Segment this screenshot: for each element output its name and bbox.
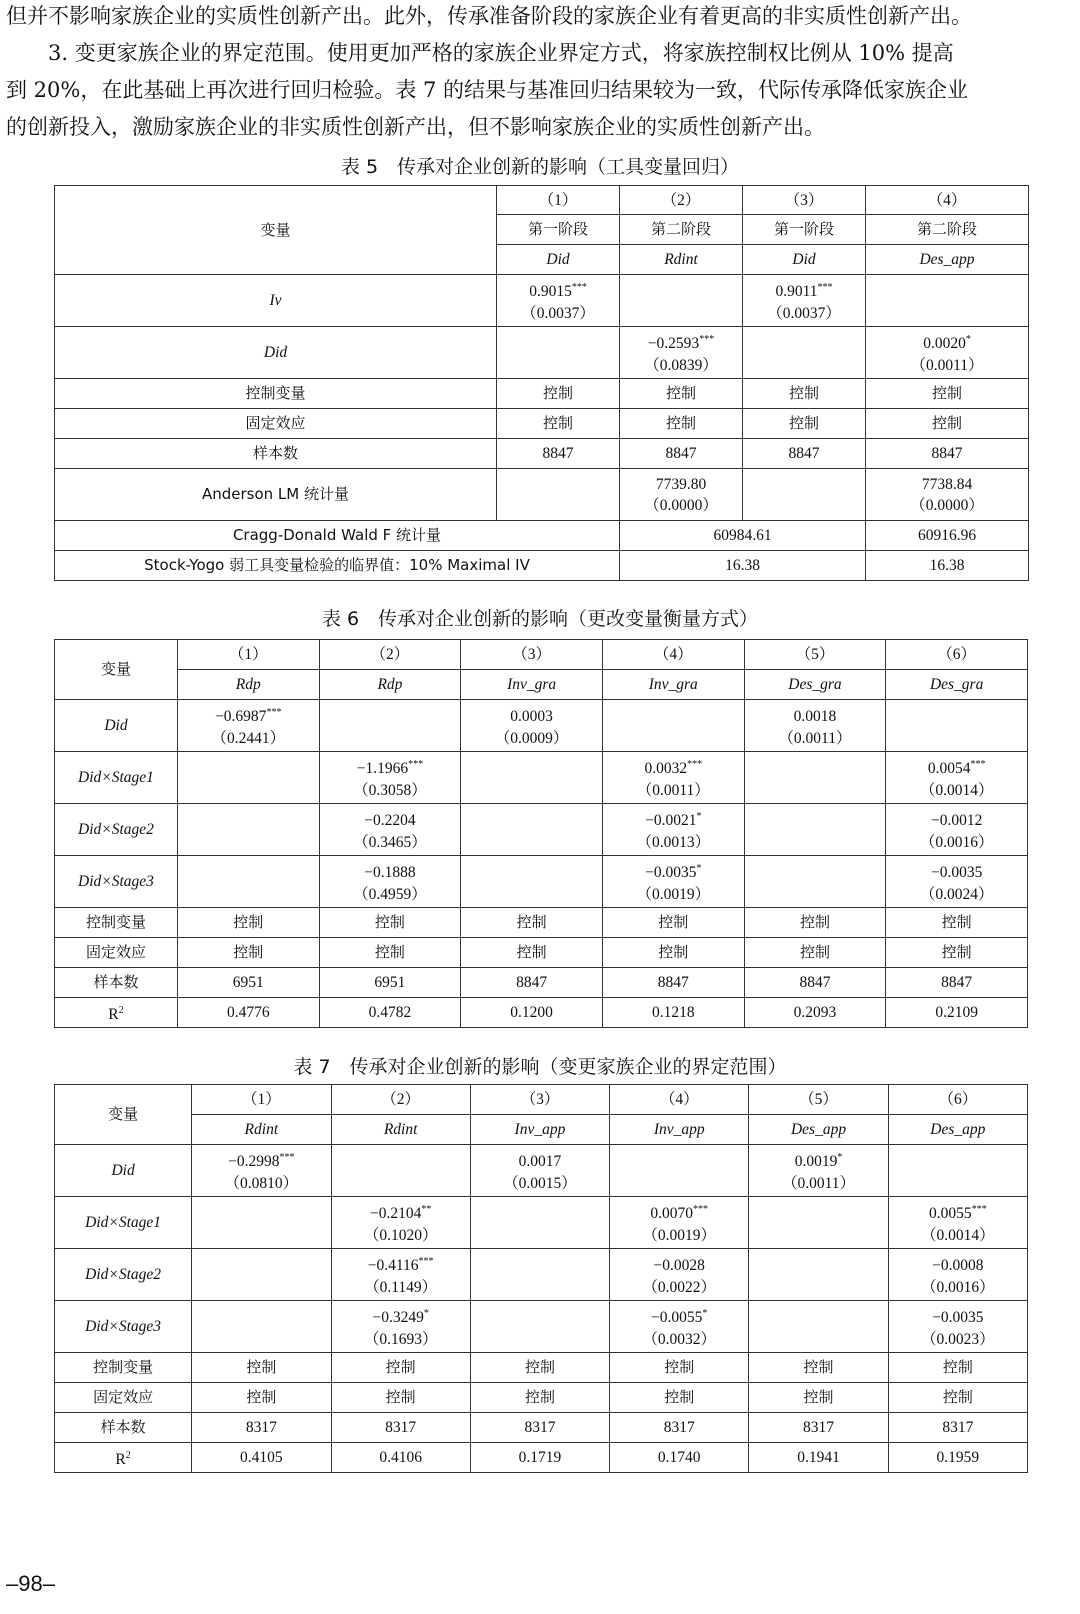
empty-cell xyxy=(610,1145,749,1197)
text-line: 3. 变更家族企业的界定范围。使用更加严格的家族企业界定方式，将家族控制权比例从 10% 提高 xyxy=(48,41,954,65)
col-header: （2） xyxy=(319,640,461,670)
dep-var: Des_gra xyxy=(886,670,1028,700)
row-label: 样本数 xyxy=(55,439,497,469)
fe-cell: 控制 xyxy=(749,1383,888,1413)
table5-caption: 表 5 传承对企业创新的影响（工具变量回归） xyxy=(340,156,740,178)
dep-var: Rdp xyxy=(319,670,461,700)
text-line: 但并不影响家族企业的实质性创新产出。此外，传承准备阶段的家族企业有着更高的非实质性创新产出。 xyxy=(6,4,972,28)
dep-var: Des_app xyxy=(749,1115,888,1145)
fe-cell: 控制 xyxy=(610,1383,749,1413)
empty-cell xyxy=(497,469,620,521)
row-label: Did xyxy=(55,327,497,379)
col-header: （1） xyxy=(497,186,620,215)
text-line: 到 20%，在此基础上再次进行回归检验。表 7 的结果与基准回归结果较为一致，代际传承降低家族企业 xyxy=(6,78,969,102)
row-label: Did xyxy=(55,700,178,752)
coef-cell: −1.1966*** （ 0.3058 ） xyxy=(319,752,461,804)
col-header: （2） xyxy=(620,186,743,215)
coef-cell: −0.2593*** （ 0.0839 ） xyxy=(620,327,743,379)
r2-cell: 0.1740 xyxy=(610,1443,749,1473)
stage-header: 第一阶段 xyxy=(497,215,620,245)
empty-cell xyxy=(319,700,461,752)
empty-cell xyxy=(620,275,743,327)
col-header: （4） xyxy=(610,1085,749,1115)
empty-cell xyxy=(744,804,886,856)
empty-cell xyxy=(497,327,620,379)
var-header: 变量 xyxy=(55,1085,192,1145)
text-line: 的创新投入，激励家族企业的非实质性创新产出，但不影响家族企业的实质性创新产出。 xyxy=(6,115,825,139)
fe-cell: 控制 xyxy=(866,409,1029,439)
r2-cell: 0.1218 xyxy=(602,998,744,1028)
coef-cell: −0.0035* （ 0.0019 ） xyxy=(602,856,744,908)
row-label: 控制变量 xyxy=(55,379,497,409)
control-cell: 控制 xyxy=(743,379,866,409)
stage-header: 第二阶段 xyxy=(620,215,743,245)
n-cell: 6951 xyxy=(177,968,319,998)
coef-cell: 0.0019* （ 0.0011 ） xyxy=(749,1145,888,1197)
n-cell: 8847 xyxy=(743,439,866,469)
dep-var: Did xyxy=(497,245,620,275)
row-label: Did×Stage3 xyxy=(55,856,178,908)
empty-cell xyxy=(749,1301,888,1353)
r2-cell: 0.1959 xyxy=(888,1443,1027,1473)
empty-cell xyxy=(177,752,319,804)
stat-cell: 60984.61 xyxy=(620,521,866,551)
row-label: $R^2$ xyxy=(55,998,178,1028)
dep-var: Des_app xyxy=(888,1115,1027,1145)
row-label: 控制变量 xyxy=(55,908,178,938)
fe-cell: 控制 xyxy=(177,938,319,968)
control-cell: 控制 xyxy=(331,1353,470,1383)
dep-var: Rdint xyxy=(331,1115,470,1145)
col-header: （2） xyxy=(331,1085,470,1115)
empty-cell xyxy=(744,752,886,804)
r2-cell: 0.1719 xyxy=(470,1443,609,1473)
row-label: Stock-Yogo 弱工具变量检验的临界值：10% Maximal IV xyxy=(55,551,620,581)
control-cell: 控制 xyxy=(888,1353,1027,1383)
col-header: （3） xyxy=(461,640,603,670)
col-header: （6） xyxy=(886,640,1028,670)
row-label: Did×Stage1 xyxy=(55,1197,192,1249)
dep-var: Did xyxy=(743,245,866,275)
col-header: （5） xyxy=(744,640,886,670)
n-cell: 8317 xyxy=(888,1413,1027,1443)
fe-cell: 控制 xyxy=(331,1383,470,1413)
coef-cell: −0.0021* （ 0.0013 ） xyxy=(602,804,744,856)
coef-cell: −0.1888 （ 0.4959 ） xyxy=(319,856,461,908)
col-header: （5） xyxy=(749,1085,888,1115)
r2-cell: 0.2093 xyxy=(744,998,886,1028)
fe-cell: 控制 xyxy=(888,1383,1027,1413)
r2-cell: 0.2109 xyxy=(886,998,1028,1028)
fe-cell: 控制 xyxy=(470,1383,609,1413)
col-header: （4） xyxy=(602,640,744,670)
coef-cell: −0.0055* （ 0.0032 ） xyxy=(610,1301,749,1353)
n-cell: 8317 xyxy=(749,1413,888,1443)
dep-var: Inv_app xyxy=(610,1115,749,1145)
empty-cell xyxy=(743,469,866,521)
row-label: Cragg-Donald Wald F 统计量 xyxy=(55,521,620,551)
fe-cell: 控制 xyxy=(886,938,1028,968)
r2-cell: 0.4782 xyxy=(319,998,461,1028)
coef-cell: −0.2998*** （ 0.0810 ） xyxy=(192,1145,331,1197)
n-cell: 8847 xyxy=(744,968,886,998)
coef-cell: 0.9011*** （ 0.0037 ） xyxy=(743,275,866,327)
n-cell: 8317 xyxy=(192,1413,331,1443)
row-label: Did xyxy=(55,1145,192,1197)
empty-cell xyxy=(866,275,1029,327)
empty-cell xyxy=(192,1197,331,1249)
stat-cell: 60916.96 xyxy=(866,521,1029,551)
row-label: Did×Stage3 xyxy=(55,1301,192,1353)
n-cell: 8847 xyxy=(886,968,1028,998)
empty-cell xyxy=(602,700,744,752)
dep-var: Inv_app xyxy=(470,1115,609,1145)
dep-var: Des_app xyxy=(866,245,1029,275)
n-cell: 8847 xyxy=(866,439,1029,469)
col-header: （6） xyxy=(888,1085,1027,1115)
col-header: （3） xyxy=(470,1085,609,1115)
coef-cell: 0.9015*** （ 0.0037 ） xyxy=(497,275,620,327)
coef-cell: −0.0035 （ 0.0024 ） xyxy=(886,856,1028,908)
coef-cell: 0.0017 （ 0.0015 ） xyxy=(470,1145,609,1197)
coef-cell: −0.3249* （ 0.1693 ） xyxy=(331,1301,470,1353)
coef-cell: 0.0003 （ 0.0009 ） xyxy=(461,700,603,752)
dep-var: Inv_gra xyxy=(602,670,744,700)
row-label: Anderson LM 统计量 xyxy=(55,469,497,521)
control-cell: 控制 xyxy=(744,908,886,938)
row-label: $R^2$ xyxy=(55,1443,192,1473)
control-cell: 控制 xyxy=(461,908,603,938)
empty-cell xyxy=(461,804,603,856)
n-cell: 8847 xyxy=(461,968,603,998)
table6-caption: 表 6 传承对企业创新的影响（更改变量衡量方式） xyxy=(321,608,759,630)
r2-cell: 0.4106 xyxy=(331,1443,470,1473)
empty-cell xyxy=(888,1145,1027,1197)
control-cell: 控制 xyxy=(749,1353,888,1383)
control-cell: 控制 xyxy=(610,1353,749,1383)
row-label: Iv xyxy=(55,275,497,327)
dep-var: Des_gra xyxy=(744,670,886,700)
control-cell: 控制 xyxy=(177,908,319,938)
coef-cell: −0.0012 （ 0.0016 ） xyxy=(886,804,1028,856)
coef-cell: 0.0018 （ 0.0011 ） xyxy=(744,700,886,752)
fe-cell: 控制 xyxy=(743,409,866,439)
stat-cell: 16.38 xyxy=(620,551,866,581)
coef-cell: −0.0035 （ 0.0023 ） xyxy=(888,1301,1027,1353)
n-cell: 8847 xyxy=(602,968,744,998)
empty-cell xyxy=(749,1197,888,1249)
body-text xyxy=(6,0,1072,146)
row-label: 固定效应 xyxy=(55,409,497,439)
n-cell: 8847 xyxy=(620,439,743,469)
coef-cell: 0.0055*** （ 0.0014 ） xyxy=(888,1197,1027,1249)
empty-cell xyxy=(470,1249,609,1301)
table7 xyxy=(54,1084,1028,1473)
coef-cell: 0.0032*** （ 0.0011 ） xyxy=(602,752,744,804)
fe-cell: 控制 xyxy=(192,1383,331,1413)
control-cell: 控制 xyxy=(866,379,1029,409)
page-number: –98– xyxy=(6,1571,55,1596)
coef-cell: −0.2104** （ 0.1020 ） xyxy=(331,1197,470,1249)
coef-cell: −0.6987*** （ 0.2441 ） xyxy=(177,700,319,752)
fe-cell: 控制 xyxy=(744,938,886,968)
dep-var: Inv_gra xyxy=(461,670,603,700)
table5 xyxy=(54,185,1029,581)
n-cell: 8317 xyxy=(331,1413,470,1443)
col-header: （1） xyxy=(177,640,319,670)
empty-cell xyxy=(749,1249,888,1301)
control-cell: 控制 xyxy=(470,1353,609,1383)
row-label: Did×Stage2 xyxy=(55,804,178,856)
n-cell: 8317 xyxy=(610,1413,749,1443)
fe-cell: 控制 xyxy=(497,409,620,439)
empty-cell xyxy=(461,752,603,804)
stat-cell: 7738.84 （ 0.0000 ） xyxy=(866,469,1029,521)
table7-caption: 表 7 传承对企业创新的影响（变更家族企业的界定范围） xyxy=(293,1056,787,1078)
coef-cell: −0.0008 （ 0.0016 ） xyxy=(888,1249,1027,1301)
dep-var: Rdint xyxy=(620,245,743,275)
empty-cell xyxy=(744,856,886,908)
empty-cell xyxy=(331,1145,470,1197)
empty-cell xyxy=(886,700,1028,752)
coef-cell: 0.0020* （ 0.0011 ） xyxy=(866,327,1029,379)
fe-cell: 控制 xyxy=(461,938,603,968)
stat-cell: 7739.80 （ 0.0000 ） xyxy=(620,469,743,521)
n-cell: 8847 xyxy=(497,439,620,469)
stage-header: 第一阶段 xyxy=(743,215,866,245)
control-cell: 控制 xyxy=(192,1353,331,1383)
dep-var: Rdint xyxy=(192,1115,331,1145)
row-label: 样本数 xyxy=(55,1413,192,1443)
var-header: 变量 xyxy=(55,640,178,700)
dep-var: Rdp xyxy=(177,670,319,700)
row-label: 样本数 xyxy=(55,968,178,998)
empty-cell xyxy=(177,804,319,856)
row-label: 固定效应 xyxy=(55,938,178,968)
r2-cell: 0.1200 xyxy=(461,998,603,1028)
coef-cell: 0.0070*** （ 0.0019 ） xyxy=(610,1197,749,1249)
col-header: （4） xyxy=(866,186,1029,215)
coef-cell: −0.2204 （ 0.3465 ） xyxy=(319,804,461,856)
control-cell: 控制 xyxy=(497,379,620,409)
r2-cell: 0.4105 xyxy=(192,1443,331,1473)
empty-cell xyxy=(470,1197,609,1249)
empty-cell xyxy=(470,1301,609,1353)
empty-cell xyxy=(192,1301,331,1353)
fe-cell: 控制 xyxy=(602,938,744,968)
control-cell: 控制 xyxy=(886,908,1028,938)
empty-cell xyxy=(743,327,866,379)
row-label: Did×Stage2 xyxy=(55,1249,192,1301)
row-label: 控制变量 xyxy=(55,1353,192,1383)
col-header: （3） xyxy=(743,186,866,215)
n-cell: 6951 xyxy=(319,968,461,998)
control-cell: 控制 xyxy=(602,908,744,938)
control-cell: 控制 xyxy=(620,379,743,409)
coef-cell: 0.0054*** （ 0.0014 ） xyxy=(886,752,1028,804)
fe-cell: 控制 xyxy=(620,409,743,439)
empty-cell xyxy=(192,1249,331,1301)
stat-cell: 16.38 xyxy=(866,551,1029,581)
fe-cell: 控制 xyxy=(319,938,461,968)
coef-cell: −0.4116*** （ 0.1149 ） xyxy=(331,1249,470,1301)
stage-header: 第二阶段 xyxy=(866,215,1029,245)
empty-cell xyxy=(461,856,603,908)
empty-cell xyxy=(177,856,319,908)
row-label: Did×Stage1 xyxy=(55,752,178,804)
col-header: （1） xyxy=(192,1085,331,1115)
r2-cell: 0.4776 xyxy=(177,998,319,1028)
var-header: 变量 xyxy=(55,186,497,275)
n-cell: 8317 xyxy=(470,1413,609,1443)
coef-cell: −0.0028 （ 0.0022 ） xyxy=(610,1249,749,1301)
control-cell: 控制 xyxy=(319,908,461,938)
row-label: 固定效应 xyxy=(55,1383,192,1413)
r2-cell: 0.1941 xyxy=(749,1443,888,1473)
table6 xyxy=(54,639,1028,1028)
